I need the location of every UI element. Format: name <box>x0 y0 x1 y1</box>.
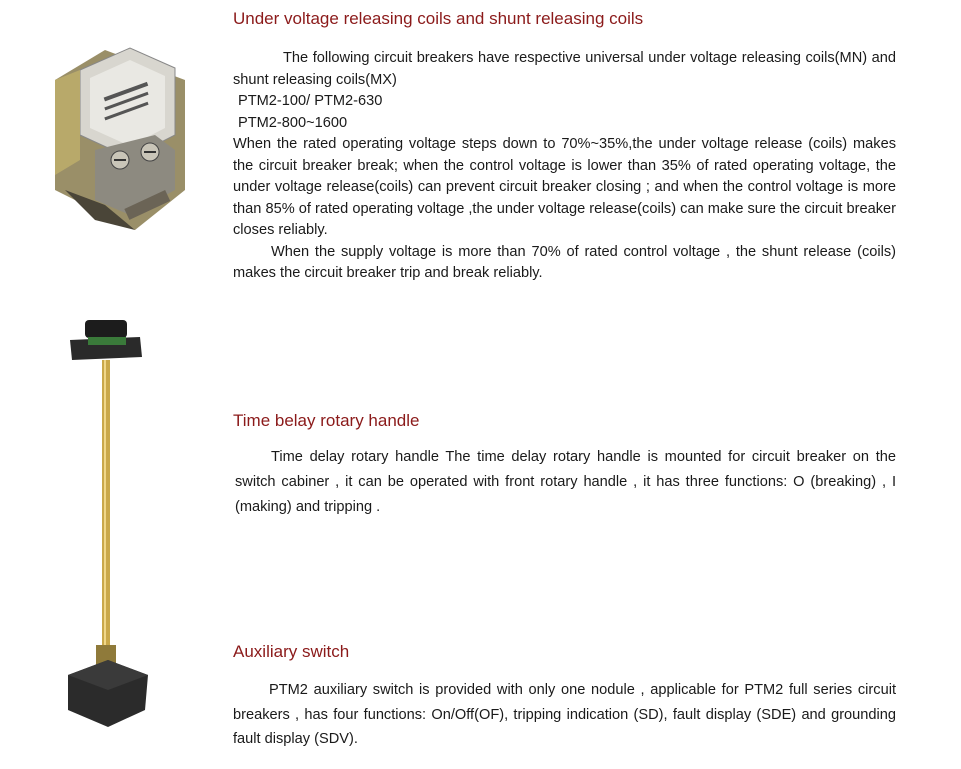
model-line-2: PTM2-800~1600 <box>238 114 348 131</box>
aux-section-body <box>233 678 896 752</box>
model-line-1: PTM2-100/ PTM2-630 <box>238 93 383 109</box>
shunt-body-text: When the supply voltage is more than 70% of rated control voltage , the shunt release (coils) makes the circuit breaker trip and break reliably. <box>233 243 896 281</box>
coils-section-title: Under voltage releasing coils and shunt releasing coils <box>233 9 644 28</box>
aux-body-text: PTM2 auxiliary switch is provided with only one nodule , applicable for PTM2 full series circuit breakers , has four functions: On/Off(OF), tripping indication (SD), fault display (SDE) and grounding fault display (SDV). <box>233 682 896 747</box>
handle-body-text: Time delay rotary handle The time delay rotary handle is mounted for circuit breaker on the switch cabiner , it can be operated with front rotary handle , it has three functions: O (breaking) , I (making) and tripping . <box>235 449 896 515</box>
coils-section-body <box>233 48 896 285</box>
coils-intro-text: The following circuit breakers have respective universal under voltage releasing coils(MN) and shunt releasing coils(MX) <box>233 50 896 88</box>
rotary-handle-image <box>60 315 155 735</box>
coils-body-text: When the rated operating voltage steps down to 70%~35%,the under voltage release (coils) makes the circuit breaker break; when the control voltage is lower than 35% of rated operating voltage, the under voltage release(coils) can prevent circuit breaker closing ; and when the control voltage is more than 85% of rated operating voltage ,the under voltage release(coils) can make sure the circuit breaker closes reliably. <box>233 136 896 238</box>
coil-release-image <box>35 40 190 235</box>
handle-section-title: Time belay rotary handle <box>233 411 420 430</box>
handle-section-body <box>235 445 896 520</box>
aux-section-title: Auxiliary switch <box>233 642 350 661</box>
